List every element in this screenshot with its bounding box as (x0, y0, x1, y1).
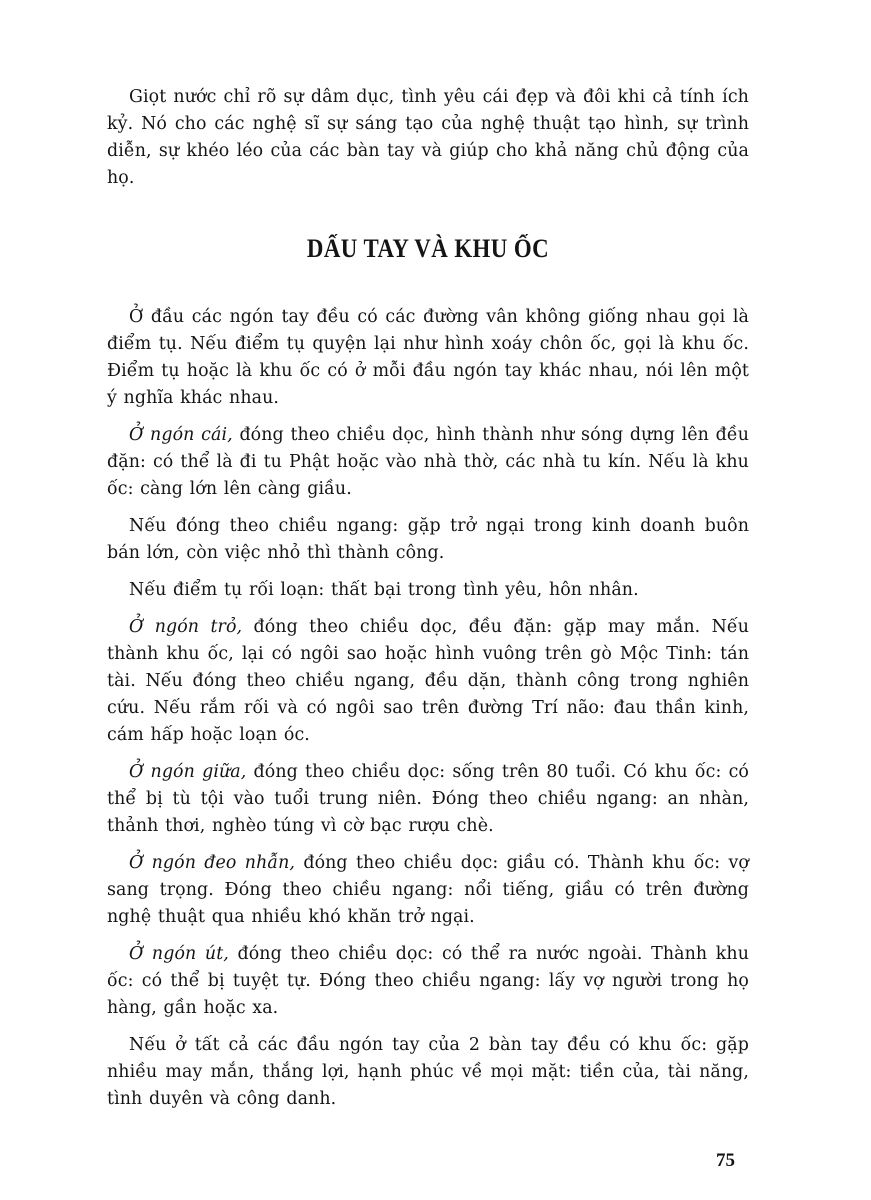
paragraph-lead: Ở ngón út, (129, 944, 229, 964)
paragraph-text: Ở đầu các ngón tay đều có các đường vân không giống nhau gọi là điểm tụ. Nếu điểm tụ quyện lại như hình xoáy chôn ốc, gọi là khu ốc. Điểm tụ hoặc là khu ốc có ở mỗi đầu ngón tay khác nhau, nói lên một ý nghĩa khác nhau. (107, 307, 749, 408)
paragraph-lead: Ở ngón giữa, (129, 762, 247, 782)
page-body (107, 84, 749, 1123)
paragraph-lead: Ở ngón cái, (129, 425, 233, 445)
paragraph-text: đóng theo chiều dọc: có thể ra nước ngoài. Thành khu ốc: có thể bị tuyệt tự. Đóng theo chiều ngang: lấy vợ người trong họ hàng, gần hoặc xa. (107, 944, 749, 1018)
paragraph-text: đóng theo chiều dọc, đều đặn: gặp may mắn. Nếu thành khu ốc, lại có ngôi sao hoặc hình vuông trên gò Mộc Tinh: tán tài. Nếu đóng theo chiều ngang, đều dặn, thành công trong nghiên cứu. Nếu rắm rối và có ngôi sao trên đường Trí não: đau thần kinh, cám hấp hoặc loạn óc. (107, 617, 749, 745)
paragraph-all-fingers (107, 1032, 749, 1113)
paragraph-text: Nếu đóng theo chiều ngang: gặp trở ngại trong kinh doanh buôn bán lớn, còn việc nhỏ thì thành công. (107, 516, 749, 563)
paragraph-text: Nếu điểm tụ rối loạn: thất bại trong tình yêu, hôn nhân. (129, 580, 639, 600)
paragraph-text: đóng theo chiều dọc: sống trên 80 tuổi. Có khu ốc: có thể bị tù tội vào tuổi trung niên. Đóng theo chiều ngang: an nhàn, thảnh thơi, nghèo túng vì cờ bạc rượu chè. (107, 762, 749, 836)
paragraph-little-finger (107, 941, 749, 1022)
paragraph-fingerprint-intro (107, 304, 749, 412)
paragraph-lead: Ở ngón trỏ, (129, 617, 243, 637)
paragraph-middle-finger (107, 759, 749, 840)
paragraph-thumb (107, 422, 749, 503)
section-title: DẤU TAY VÀ KHU ỐC (306, 234, 550, 263)
page-number: 75 (716, 1150, 735, 1171)
paragraph-text: Nếu ở tất cả các đầu ngón tay của 2 bàn tay đều có khu ốc: gặp nhiều may mắn, thắng lợi, hạnh phúc về mọi mặt: tiền của, tài năng, tình duyên và công danh. (107, 1035, 749, 1109)
paragraph-text: đóng theo chiều dọc, hình thành như sóng dựng lên đều đặn: có thể là đi tu Phật hoặc vào nhà thờ, các nhà tu kín. Nếu là khu ốc: càng lớn lên càng giầu. (107, 425, 749, 499)
paragraph-text: đóng theo chiều dọc: giầu có. Thành khu ốc: vợ sang trọng. Đóng theo chiều ngang: nổi tiếng, giầu có trên đường nghệ thuật qua nhiều khó khăn trở ngại. (107, 853, 749, 927)
paragraph-thumb-disordered (107, 577, 749, 604)
paragraph-lead: Ở ngón đeo nhẫn, (129, 853, 296, 873)
paragraph-ring-finger (107, 850, 749, 931)
paragraph-thumb-horizontal (107, 513, 749, 567)
paragraph-index-finger (107, 614, 749, 749)
intro-paragraph: Giọt nước chỉ rõ sự dâm dục, tình yêu cái đẹp và đôi khi cả tính ích kỷ. Nó cho các nghệ sĩ sự sáng tạo của nghệ thuật tạo hình, sự trình diễn, sự khéo léo của các bàn tay và giúp cho khả năng chủ động của họ. (107, 87, 749, 188)
